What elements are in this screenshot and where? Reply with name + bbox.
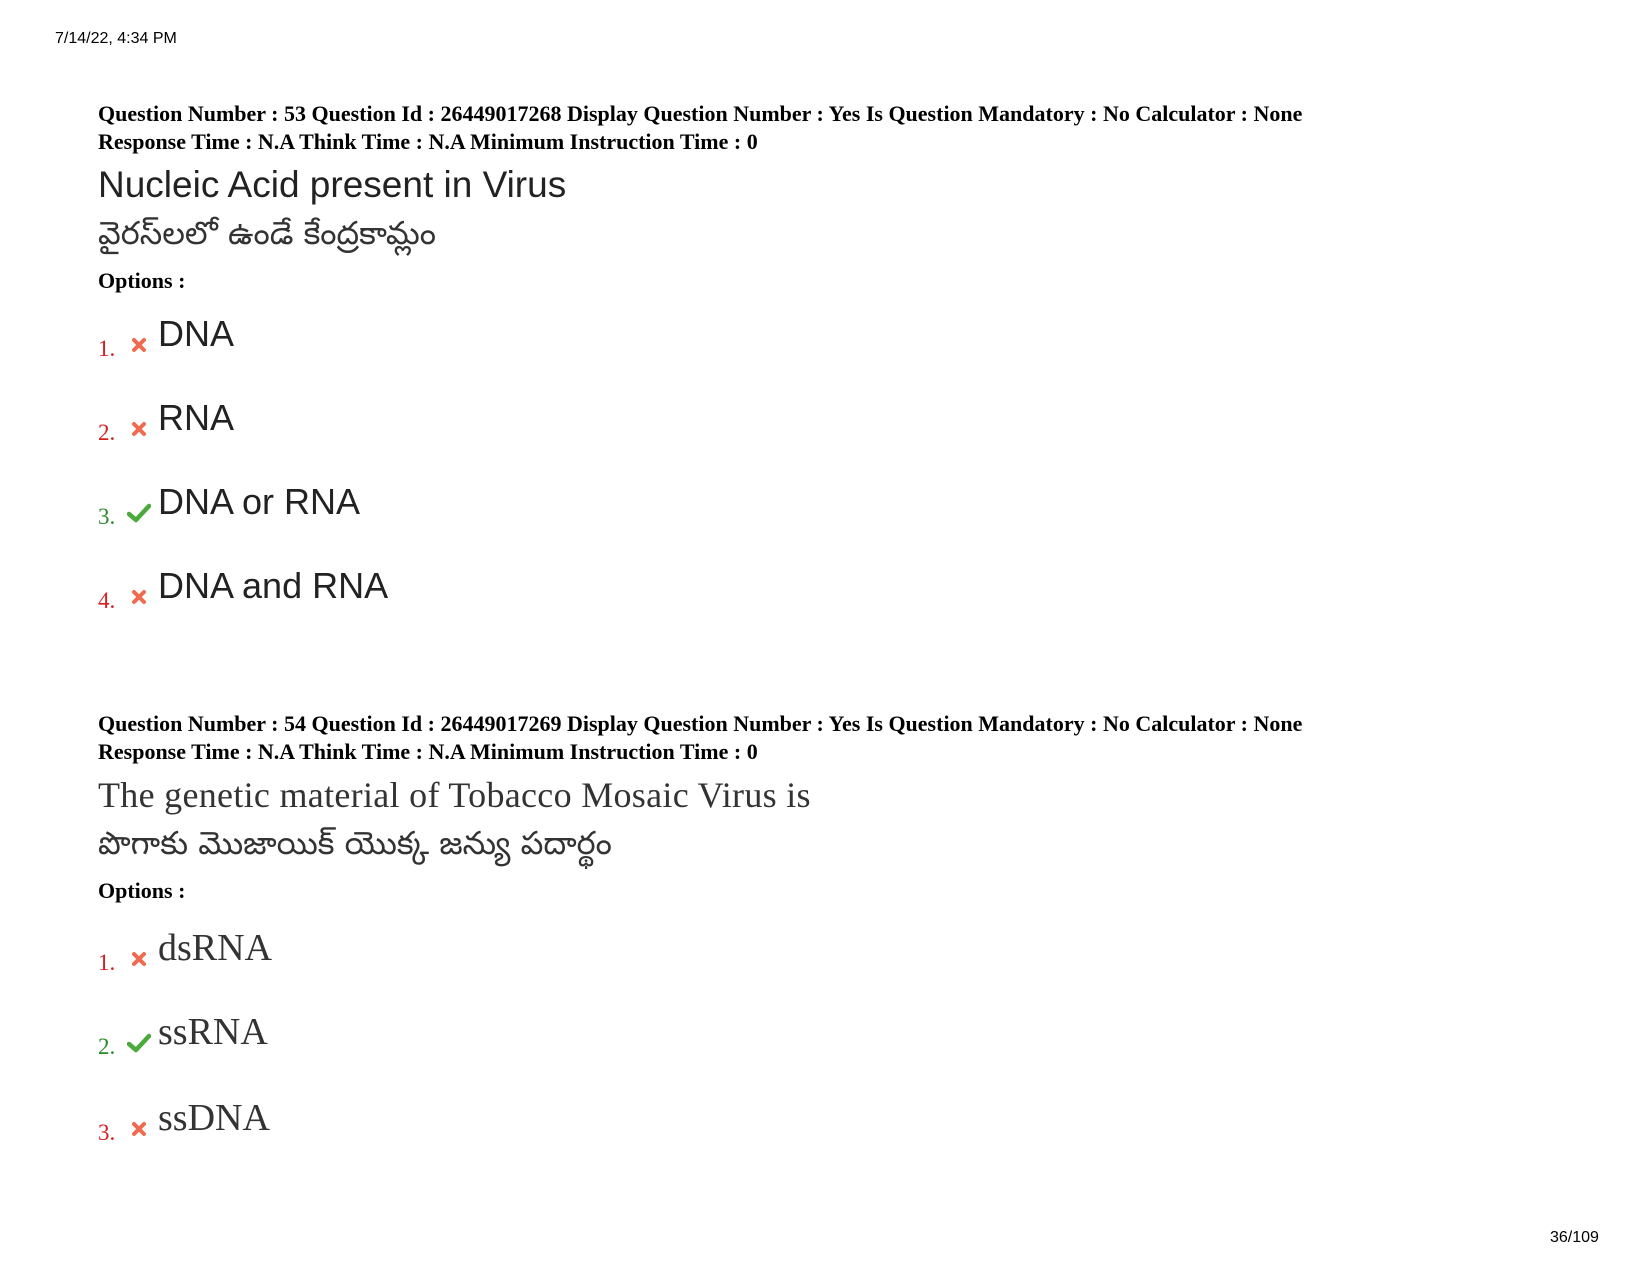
wrong-cross-icon	[124, 946, 154, 972]
option-number: 1.	[98, 336, 116, 361]
question-stem-telugu: పొగాకు మొజాయిక్ యొక్క జన్యు పదార్థం	[98, 824, 612, 862]
question-stem-english: Nucleic Acid present in Virus	[98, 164, 567, 205]
wrong-cross-icon	[124, 1116, 154, 1142]
option-number: 2.	[98, 420, 116, 445]
question-meta-line2: Response Time : N.A Think Time : N.A Minimum Instruction Time : 0	[98, 129, 758, 154]
wrong-cross-icon	[124, 416, 154, 442]
wrong-cross-icon	[124, 584, 154, 610]
option-3	[98, 448, 1598, 532]
option-text: ssDNA	[158, 1097, 270, 1139]
print-timestamp: 7/14/22, 4:34 PM	[55, 30, 177, 47]
option-3	[98, 1062, 1598, 1148]
page-number: 36/109	[1550, 1229, 1599, 1246]
question-meta-line1: Question Number : 53 Question Id : 26449017268 Display Question Number : Yes Is Question Mandatory : No Calculator : None	[98, 101, 1303, 126]
wrong-cross-icon	[124, 332, 154, 358]
options-label: Options :	[98, 268, 186, 293]
option-text: DNA	[158, 313, 235, 354]
question-54	[98, 710, 1598, 1148]
option-number: 1.	[98, 950, 116, 975]
correct-check-icon	[124, 1030, 154, 1056]
question-meta-line2: Response Time : N.A Think Time : N.A Minimum Instruction Time : 0	[98, 739, 758, 764]
option-2	[98, 978, 1598, 1062]
options-label: Options :	[98, 878, 186, 903]
option-text: DNA and RNA	[158, 565, 389, 606]
question-stem-english: The genetic material of Tobacco Mosaic Virus is	[98, 775, 811, 815]
option-1	[98, 296, 1598, 364]
question-meta-line1: Question Number : 54 Question Id : 26449017269 Display Question Number : Yes Is Question Mandatory : No Calculator : None	[98, 711, 1303, 736]
option-number: 2.	[98, 1034, 116, 1059]
option-number: 4.	[98, 588, 116, 613]
option-text: RNA	[158, 397, 235, 438]
option-text: ssRNA	[158, 1011, 268, 1053]
option-text: dsRNA	[158, 927, 273, 969]
correct-check-icon	[124, 500, 154, 526]
question-stem-telugu: వైరస్‌లలో ఉండే కేంద్రకామ్లం	[98, 214, 436, 252]
option-1	[98, 906, 1598, 978]
option-2	[98, 364, 1598, 448]
option-text: DNA or RNA	[158, 481, 361, 522]
option-4	[98, 532, 1598, 616]
option-number: 3.	[98, 504, 116, 529]
option-number: 3.	[98, 1120, 116, 1145]
question-53	[98, 100, 1598, 616]
